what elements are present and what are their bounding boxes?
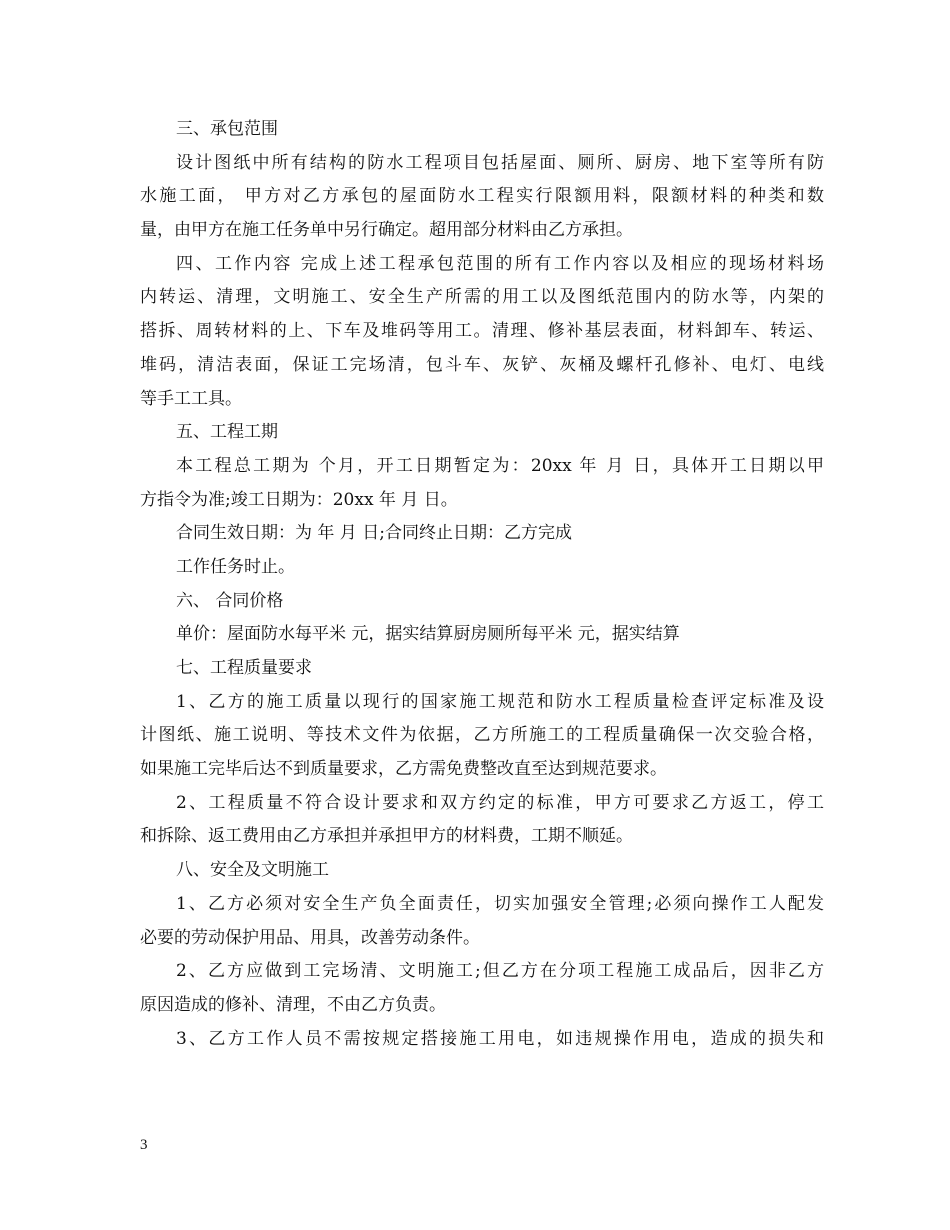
paragraph-line: 如果施工完毕后达不到质量要求，乙方需免费整改直至达到规范要求。 xyxy=(140,759,667,780)
section-heading: 七、工程质量要求 xyxy=(176,658,312,678)
paragraph-line: 水施工面， 甲方对乙方承包的屋面防水工程实行限额用料，限额材料的种类和数 xyxy=(140,186,824,207)
paragraph-line: 必要的劳动保护用品、用具，改善劳动条件。 xyxy=(140,927,480,948)
paragraph-line: 搭拆、周转材料的上、下车及堆码等用工。清理、修补基层表面，材料卸车、转运、 xyxy=(140,321,824,342)
section-heading: 三、承包范围 xyxy=(176,119,278,139)
paragraph-line: 内转运、清理，文明施工、安全生产所需的用工以及图纸范围内的防水等，内架的 xyxy=(140,287,824,308)
paragraph-line: 3、乙方工作人员不需按规定搭接施工用电，如违规操作用电，造成的损失和 xyxy=(176,1028,824,1049)
section-heading: 八、安全及文明施工 xyxy=(176,860,329,881)
page-number: 3 xyxy=(140,1137,148,1153)
paragraph-line: 2、工程质量不符合设计要求和双方约定的标准，甲方可要求乙方返工，停工 xyxy=(176,792,824,813)
section-heading: 六、 合同价格 xyxy=(176,590,284,611)
paragraph-line: 本工程总工期为 个月，开工日期暂定为：20xx 年 月 日，具体开工日期以甲 xyxy=(176,455,824,476)
paragraph-line: 和拆除、返工费用由乙方承担并承担甲方的材料费，工期不顺延。 xyxy=(140,826,633,847)
paragraph-line: 计图纸、施工说明、等技术文件为依据，乙方所施工的工程质量确保一次交验合格， xyxy=(140,725,824,746)
body-text xyxy=(140,113,824,1056)
paragraph-line: 单价：屋面防水每平米 元，据实结算厨房厕所每平米 元，据实结算 xyxy=(176,624,680,645)
section-heading: 四、工作内容 完成上述工程承包范围的所有工作内容以及相应的现场材料场 xyxy=(176,253,824,274)
paragraph-line: 方指令为准;竣工日期为：20xx 年 月 日。 xyxy=(140,489,458,510)
paragraph-line: 合同生效日期：为 年 月 日;合同终止日期：乙方完成 xyxy=(176,523,572,544)
paragraph-line: 1、乙方必须对安全生产负全面责任，切实加强安全管理;必须向操作工人配发 xyxy=(176,893,824,914)
paragraph-line: 量，由甲方在施工任务单中另行确定。超用部分材料由乙方承担。 xyxy=(140,220,633,241)
paragraph-line: 2、乙方应做到工完场清、文明施工;但乙方在分项工程施工成品后，因非乙方 xyxy=(176,961,824,982)
paragraph-line: 等手工工具。 xyxy=(140,388,242,409)
paragraph-line: 1、乙方的施工质量以现行的国家施工规范和防水工程质量检查评定标准及设 xyxy=(176,691,824,712)
paragraph-line: 设计图纸中所有结构的防水工程项目包括屋面、厕所、厨房、地下室等所有防 xyxy=(176,152,824,173)
paragraph-line: 工作任务时止。 xyxy=(176,556,295,577)
section-heading: 五、工程工期 xyxy=(176,422,278,443)
paragraph-line: 堆码，清洁表面，保证工完场清，包斗车、灰铲、灰桶及螺杆孔修补、电灯、电线 xyxy=(140,354,824,375)
paragraph-line: 原因造成的修补、清理，不由乙方负责。 xyxy=(140,994,446,1015)
